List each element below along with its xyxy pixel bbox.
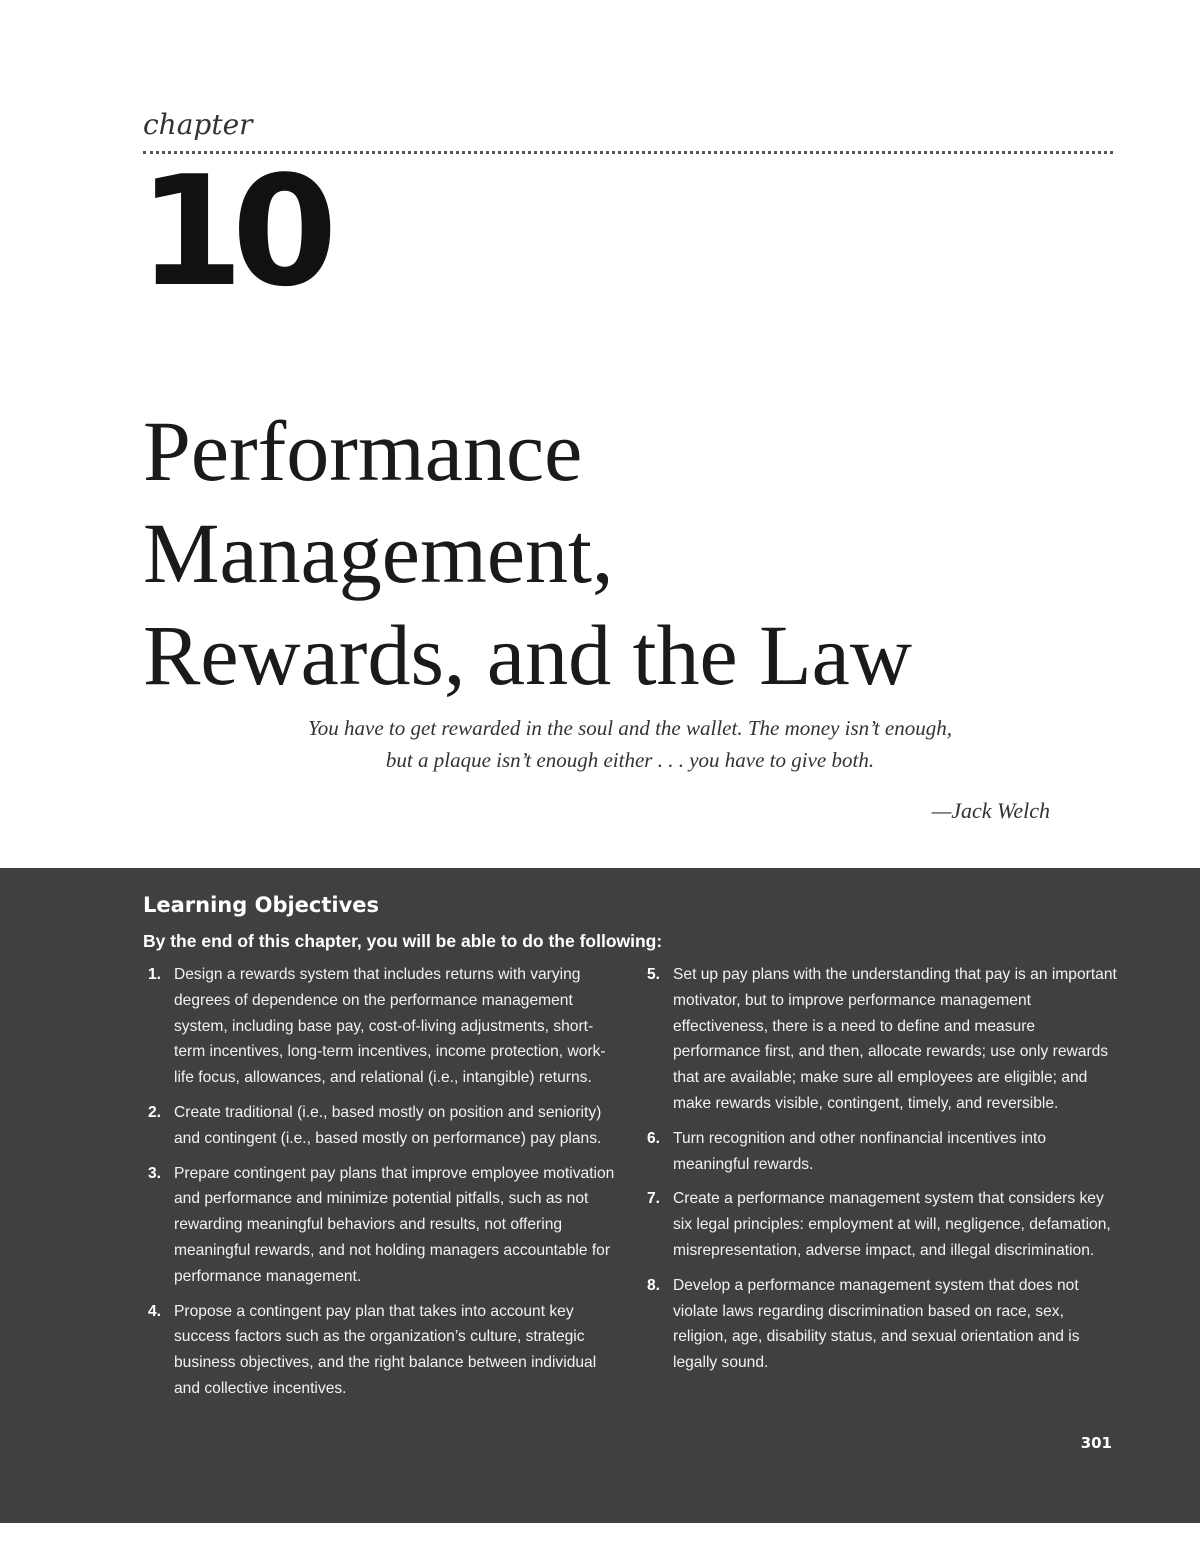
objective-item xyxy=(647,1126,1117,1178)
page-number: 301 xyxy=(1080,1434,1112,1452)
objective-number: 7. xyxy=(647,1190,661,1208)
epigraph-attribution: —Jack Welch xyxy=(931,798,1050,823)
objective-item xyxy=(647,962,1117,1117)
objective-item xyxy=(647,1186,1117,1263)
objective-number: 4. xyxy=(148,1302,162,1320)
chapter-label: chapter xyxy=(143,108,253,141)
title-line: Rewards, and the Law xyxy=(143,607,912,703)
objective-text: Propose a contingent pay plan that takes into account key success factors such as the organization’s culture, strategic business objectives, and the right balance between individual and collective incentives. xyxy=(174,1302,597,1397)
objective-item xyxy=(148,1161,623,1290)
objectives-column-left xyxy=(148,962,623,1411)
objective-number: 8. xyxy=(647,1276,661,1294)
objective-number: 5. xyxy=(647,966,661,983)
objective-text: Turn recognition and other nonfinancial incentives into meaningful rewards. xyxy=(673,1129,1047,1173)
objective-text: Prepare contingent pay plans that improve employee motivation and performance and minimize potential pitfalls, such as not rewarding meaningful behaviors and results, not offering meaningful rewards, and not holding managers accountable for performance management. xyxy=(174,1164,615,1285)
objective-item xyxy=(148,962,623,1091)
objective-item xyxy=(148,1299,623,1402)
learning-objectives-box xyxy=(0,868,1200,1523)
epigraph-line: but a plaque isn’t enough either . . . you have to give both. xyxy=(385,748,875,772)
objective-text: Create traditional (i.e., based mostly on position and seniority) and contingent (i.e., based mostly on performance) pay plans. xyxy=(174,1103,602,1147)
objective-text: Design a rewards system that includes returns with varying degrees of dependence on the performance management system, including base pay, cost-of-living adjustments, short-term incentives, long-term incentives, income protection, work-life focus, allowances, and relational (i.e., intangible) returns. xyxy=(174,966,606,1087)
objective-text: Develop a performance management system that does not violate laws regarding discrimination based on race, sex, religion, age, disability status, and sexual orientation and is legally sound. xyxy=(673,1276,1080,1372)
objective-number: 2. xyxy=(148,1103,162,1121)
objective-number: 6. xyxy=(647,1129,661,1147)
chapter-number: 10 xyxy=(138,143,326,320)
objectives-heading: Learning Objectives xyxy=(143,893,380,917)
objective-text: Set up pay plans with the understanding that pay is an important motivator, but to improve performance management effectiveness, there is a need to define and measure performance first, and then, allocate rewards; use only rewards that are available; make sure all employees are eligible; and make rewards visible, contingent, timely, and reversible. xyxy=(673,966,1117,1112)
objective-item xyxy=(148,1100,623,1152)
epigraph xyxy=(200,712,1060,776)
chapter-title xyxy=(143,400,1143,706)
objectives-intro: By the end of this chapter, you will be able to do the following: xyxy=(143,931,663,951)
objective-number: 3. xyxy=(148,1164,162,1182)
objective-number: 1. xyxy=(148,966,162,983)
objective-text: Create a performance management system that considers key six legal principles: employment at will, negligence, defamation, misrepresentation, adverse impact, and illegal discrimination. xyxy=(673,1190,1111,1259)
objectives-column-right xyxy=(647,962,1117,1385)
objective-item xyxy=(647,1273,1117,1376)
title-line: Management, xyxy=(143,505,614,601)
title-line: Performance xyxy=(143,403,583,499)
epigraph-line: You have to get rewarded in the soul and the wallet. The money isn’t enough, xyxy=(308,716,952,740)
